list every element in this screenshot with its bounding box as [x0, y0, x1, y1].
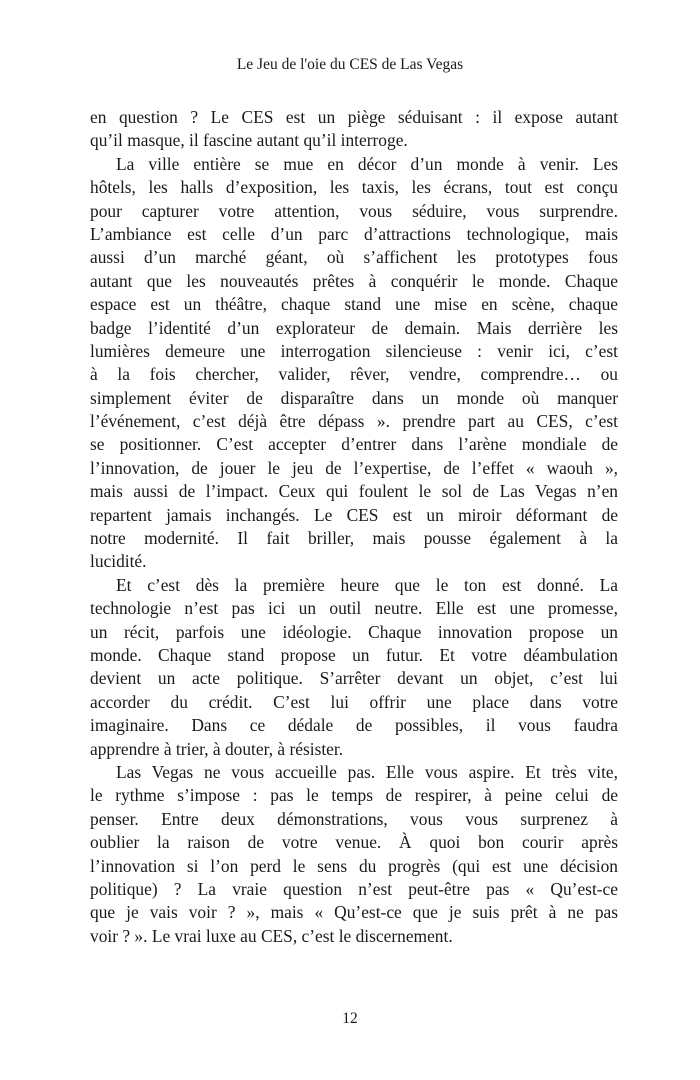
text-line: Las Vegas ne vous accueille pas. Elle vous aspire. Et très vite, — [116, 761, 618, 782]
paragraph — [90, 106, 618, 153]
text-line: devient un acte politique. S’arrêter devant un objet, c’est lui — [90, 668, 618, 689]
text-line: penser. Entre deux démonstrations, vous vous surprenez à — [90, 808, 618, 829]
paragraph — [90, 574, 618, 761]
text-line: pour capturer votre attention, vous séduire, vous surprendre. — [90, 200, 618, 221]
text-line: technologie n’est pas ici un outil neutre. Elle est une promesse, — [90, 598, 618, 619]
text-line: hôtels, les halls d’exposition, les taxis, les écrans, tout est conçu — [90, 177, 618, 198]
page-number: 12 — [342, 1010, 358, 1027]
text-line: l’innovation, de jouer le jeu de l’expertise, de l’effet « waouh », — [90, 457, 618, 478]
text-line: repartent jamais inchangés. Le CES est un miroir déformant de — [90, 504, 618, 525]
text-line: en question ? Le CES est un piège séduisant : il expose autant — [90, 107, 618, 127]
text-line: aussi d’un marché géant, où s’affichent les prototypes fous — [90, 247, 618, 268]
text-line: voir ? ». Le vrai luxe au CES, c’est le discernement. — [90, 925, 453, 946]
text-line: se positionner. C’est accepter d’entrer dans l’arène mondiale de — [90, 434, 618, 455]
text-line: badge l’identité d’un explorateur de demain. Mais derrière les — [90, 317, 618, 338]
text-line: que je vais voir ? », mais « Qu’est-ce que je suis prêt à ne pas — [90, 902, 618, 923]
page-body — [90, 106, 618, 948]
text-line: imaginaire. Dans ce dédale de possibles, il vous faudra — [90, 715, 618, 736]
text-line: l’événement, c’est déjà être dépass ». prendre part au CES, c’est — [90, 411, 618, 432]
text-line: l’innovation si l’on perd le sens du progrès (qui est une décision — [90, 855, 618, 876]
text-line: oublier la raison de votre venue. À quoi bon courir après — [90, 832, 618, 853]
text-line: lucidité. — [90, 551, 147, 572]
text-line: Et c’est dès la première heure que le ton est donné. La — [116, 574, 618, 595]
text-line: mais aussi de l’impact. Ceux qui foulent le sol de Las Vegas n’en — [90, 481, 618, 502]
text-line: monde. Chaque stand propose un futur. Et votre déambulation — [90, 644, 618, 665]
paragraph — [90, 761, 618, 948]
text-line: La ville entière se mue en décor d’un monde à venir. Les — [116, 153, 618, 174]
text-line: le rythme s’impose : pas le temps de respirer, à peine celui de — [90, 785, 618, 806]
paragraph — [90, 153, 618, 574]
text-line: espace est un théâtre, chaque stand une mise en scène, chaque — [90, 294, 618, 315]
text-line: L’ambiance est celle d’un parc d’attractions technologique, mais — [90, 223, 618, 244]
text-line: lumières demeure une interrogation silencieuse : venir ici, c’est — [90, 340, 618, 361]
text-line: simplement éviter de disparaître dans un monde où manquer — [90, 387, 618, 408]
text-line: apprendre à trier, à douter, à résister. — [90, 738, 344, 759]
text-line: notre modernité. Il fait briller, mais pousse également à la — [90, 528, 618, 549]
text-line: accorder du crédit. C’est lui offrir une place dans votre — [90, 691, 618, 712]
text-line: politique) ? La vraie question n’est peut-être pas « Qu’est-ce — [90, 878, 618, 899]
text-line: un récit, parfois une idéologie. Chaque innovation propose un — [90, 621, 618, 642]
running-header: Le Jeu de l'oie du CES de Las Vegas — [236, 56, 464, 73]
text-line: autant que les nouveautés prêtes à conquérir le monde. Chaque — [90, 270, 618, 291]
text-line: à la fois chercher, valider, rêver, vendre, comprendre… ou — [90, 364, 618, 385]
text-line: qu’il masque, il fascine autant qu’il interroge. — [90, 130, 408, 151]
